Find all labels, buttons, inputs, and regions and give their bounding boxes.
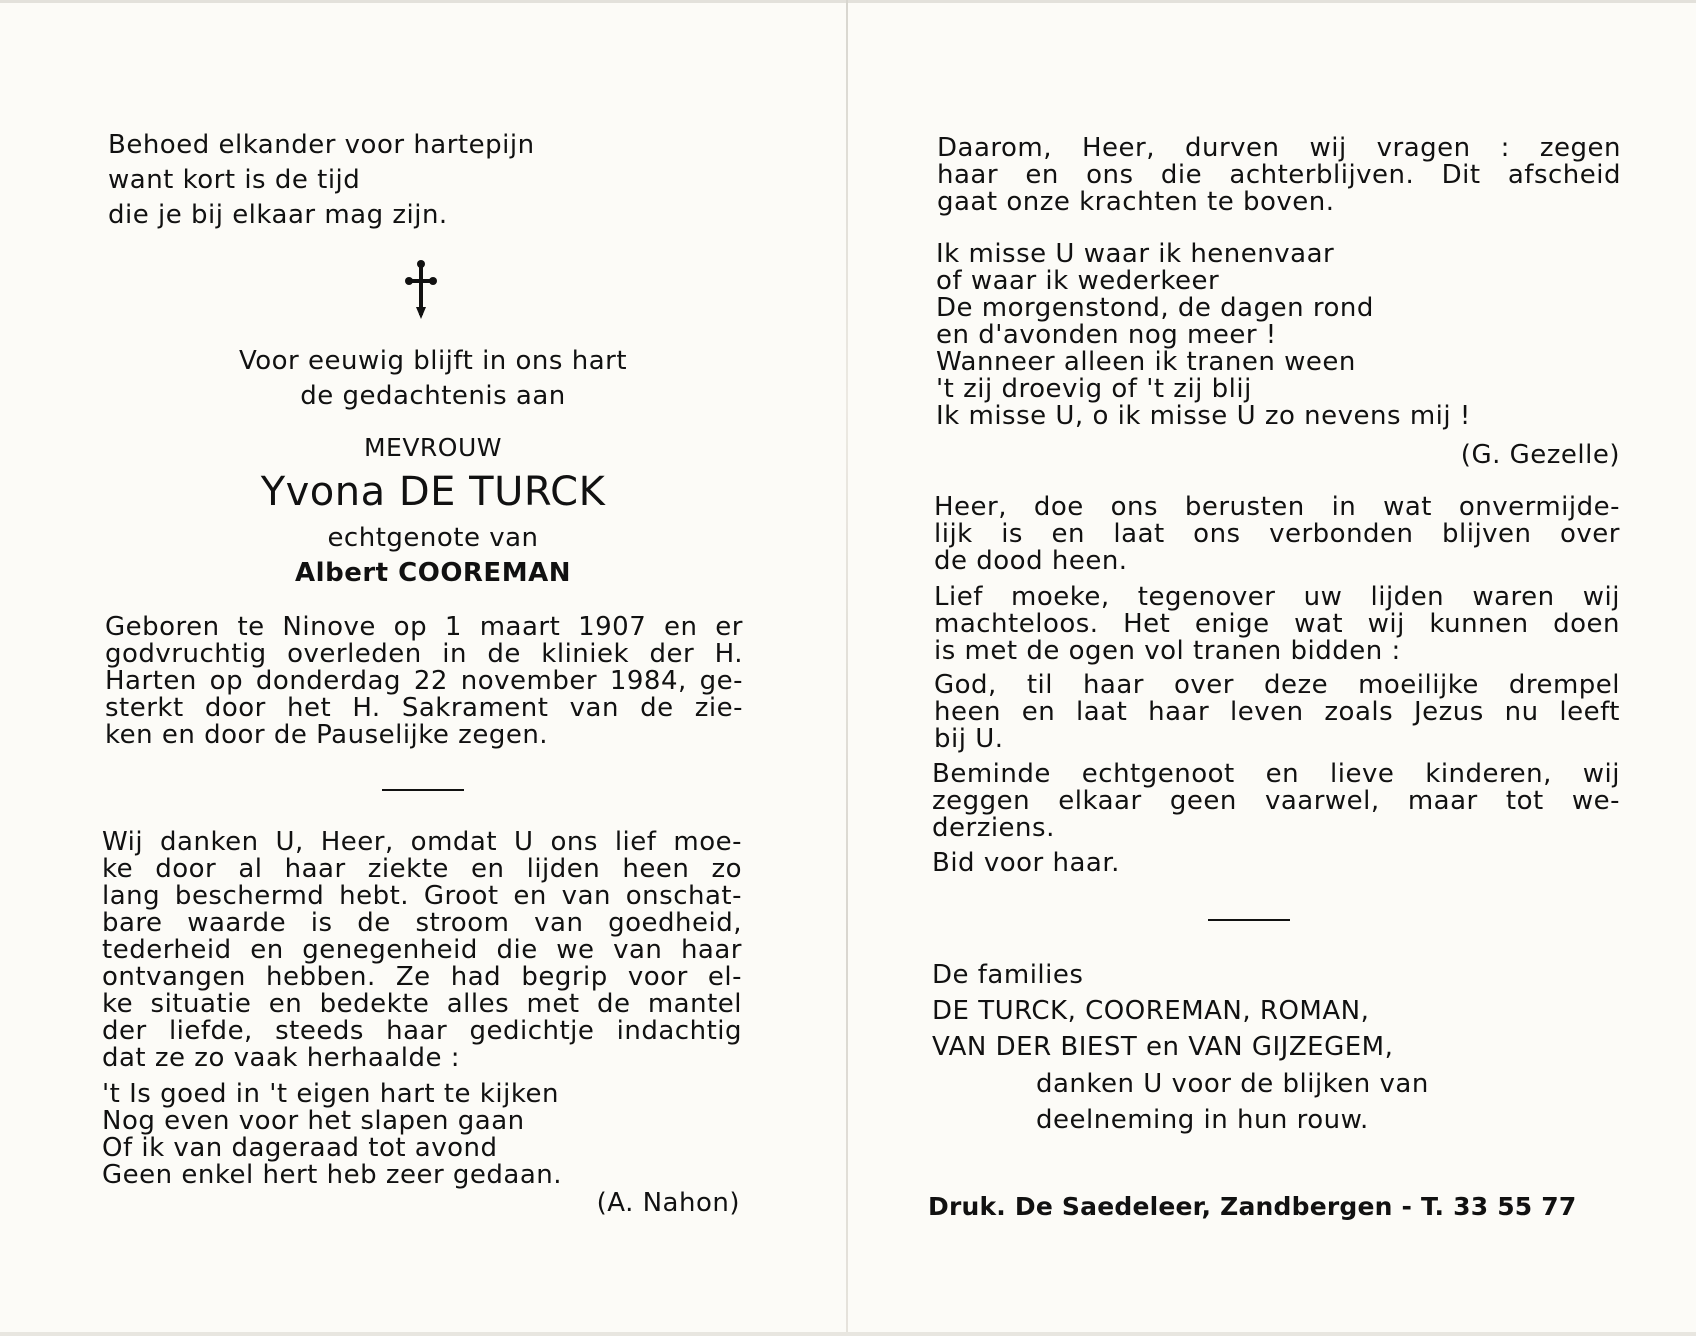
gezelle-poem [936, 241, 1471, 430]
poem-line: of waar ik wederkeer [936, 266, 1220, 296]
poem-line: en d'avonden nog meer ! [936, 320, 1277, 350]
poem-line: Nog even voor het slapen gaan [102, 1106, 525, 1136]
paragraph-line: godvruchtig overleden in de kliniek der H. [105, 639, 743, 669]
thanks-line: deelneming in hun rouw. [1036, 1105, 1369, 1135]
poem-line: Ik misse U waar ik henenvaar [936, 239, 1335, 269]
paragraph-line: Geboren te Ninove op 1 maart 1907 en er [105, 612, 743, 642]
thanks-line: danken U voor de blijken van [1036, 1069, 1429, 1099]
poem-line: De morgenstond, de dagen rond [936, 293, 1374, 323]
poem-line: Of ik van dageraad tot avond [102, 1133, 498, 1163]
paragraph-line: Beminde echtgenoot en lieve kinderen, wij [932, 759, 1620, 789]
paragraph-line: ke situatie en bedekte alles met de mantel [102, 989, 742, 1019]
paragraph-line: de dood heen. [934, 546, 1128, 576]
pray-line: Bid voor haar. [932, 848, 1120, 878]
paragraph-line: der liefde, steeds haar gedichtje indachtig [102, 1016, 742, 1046]
paragraph-line: Daarom, Heer, durven wij vragen : zegen [937, 133, 1621, 163]
memorial-line: de gedachtenis aan [300, 381, 566, 411]
paragraph-line: bij U. [934, 724, 1004, 754]
paragraph-line: Wij danken U, Heer, omdat U ons lief moe- [102, 827, 742, 857]
paragraph-line: Heer, doe ons berusten in wat onvermijde- [934, 492, 1620, 522]
families-line: DE TURCK, COOREMAN, ROMAN, [932, 996, 1370, 1026]
paragraph-line: zeggen elkaar geen vaarwel, maar tot we- [932, 786, 1620, 816]
paragraph-god [934, 672, 1620, 753]
motto-verse [108, 128, 535, 233]
left-page [0, 0, 846, 1336]
paragraph-family [932, 761, 1620, 842]
paragraph-line: sterkt door het H. Sakrament van de zie- [105, 693, 743, 723]
paragraph-line: bare waarde is de stroom van goedheid, [102, 908, 742, 938]
paragraph-line: gaat onze krachten te boven. [937, 187, 1335, 217]
birth-death-paragraph [105, 614, 743, 749]
paragraph-line: Harten op donderdag 22 november 1984, ge- [105, 666, 743, 696]
printer-credit: Druk. De Saedeleer, Zandbergen - T. 33 55 77 [928, 1192, 1577, 1221]
motto-line: want kort is de tijd [108, 165, 361, 195]
thanks-paragraph [102, 829, 742, 1072]
deceased-name: Yvona DE TURCK [260, 469, 606, 515]
poem-line: 't zij droevig of 't zij blij [936, 374, 1252, 404]
memorial-line: Voor eeuwig blijft in ons hart [238, 346, 628, 376]
divider [382, 789, 464, 791]
poem-line: 't Is goed in 't eigen hart te kijken [102, 1079, 559, 1109]
nahon-poem [102, 1081, 562, 1189]
paragraph-line: lijk is en laat ons verbonden blijven over [934, 519, 1620, 549]
motto-line: die je bij elkaar mag zijn. [108, 200, 448, 230]
memorial-intro [150, 344, 716, 414]
motto-line: Behoed elkander voor hartepijn [108, 130, 535, 160]
families-line: De families [932, 960, 1084, 990]
paragraph-line: ontvangen hebben. Ze had begrip voor el- [102, 962, 742, 992]
spouse-name: Albert COOREMAN [295, 558, 571, 588]
paragraph-line: Lief moeke, tegenover uw lijden waren wij [934, 582, 1620, 612]
paragraph-line: machteloos. Het enige wat wij kunnen doen [934, 609, 1620, 639]
paragraph-line: is met de ogen vol tranen bidden : [934, 636, 1401, 666]
paragraph-line: lang beschermd hebt. Groot en van onschat- [102, 881, 742, 911]
poem-author: (G. Gezelle) [1460, 440, 1620, 470]
prayer-paragraph [937, 135, 1621, 216]
paragraph-line: ke door al haar ziekte en lijden heen zo [102, 854, 742, 884]
families-line: VAN DER BIEST en VAN GIJZEGEM, [932, 1032, 1394, 1062]
paragraph-line: haar en ons die achterblijven. Dit afscheid [937, 160, 1621, 190]
spouse-label: echtgenote van [327, 523, 539, 553]
paragraph-line: derziens. [932, 813, 1055, 843]
divider [1208, 919, 1290, 921]
paragraph-line: God, til haar over deze moeilijke drempel [934, 670, 1620, 700]
right-page [848, 0, 1696, 1336]
poem-line: Geen enkel hert heb zeer gedaan. [102, 1160, 563, 1190]
families-list [932, 957, 1393, 1065]
paragraph-line: ken en door de Pauselijke zegen. [105, 720, 549, 750]
families-thanks [1036, 1066, 1429, 1138]
cross-icon [404, 259, 438, 319]
poem-author: (A. Nahon) [596, 1188, 740, 1218]
title-mevrouw: MEVROUW [363, 433, 503, 462]
paragraph-acceptance [934, 494, 1620, 575]
paragraph-mother [934, 584, 1620, 665]
paragraph-line: tederheid en genegenheid die we van haar [102, 935, 742, 965]
paragraph-line: dat ze zo vaak herhaalde : [102, 1043, 460, 1073]
poem-line: Ik misse U, o ik misse U zo nevens mij ! [936, 401, 1471, 431]
poem-line: Wanneer alleen ik tranen ween [936, 347, 1356, 377]
paragraph-line: heen en laat haar leven zoals Jezus nu leeft [934, 697, 1620, 727]
